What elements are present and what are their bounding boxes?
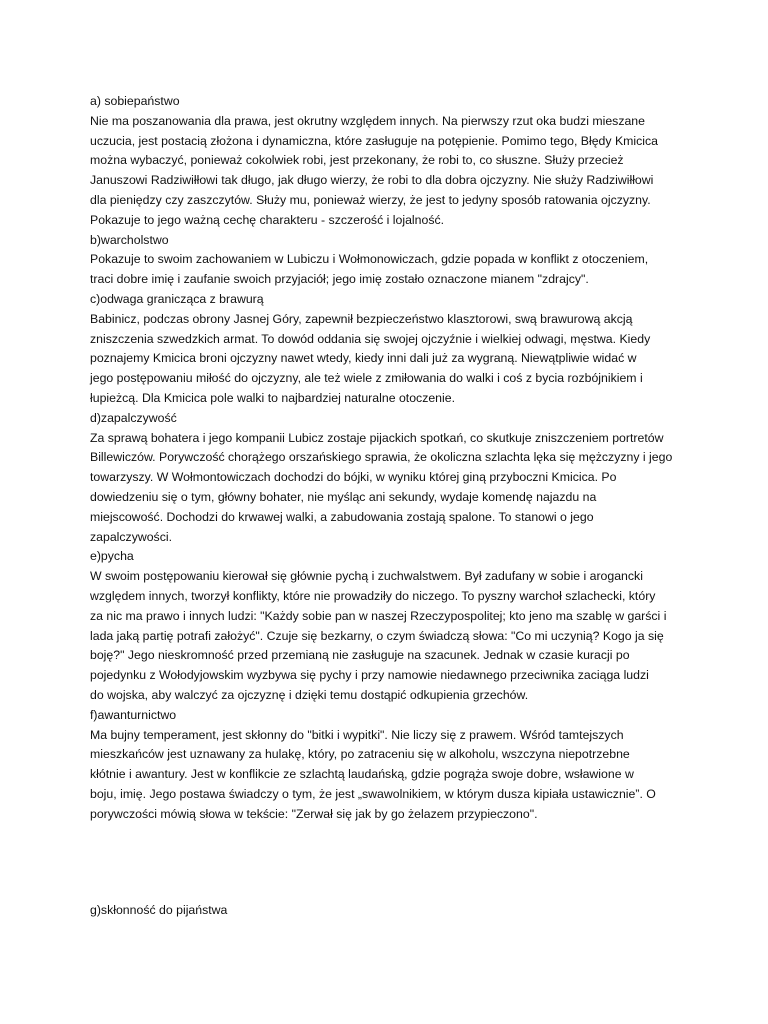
paragraph-line: do wojska, aby walczyć za ojczyznę i dzięki temu dostąpić odkupienia grzechów. (90, 687, 529, 702)
paragraph-line: porywczości mówią słowa w tekście: "Zerwał się jak by go żelazem przypieczono". (90, 806, 538, 821)
paragraph-line: za nic ma prawo i innych ludzi: "Każdy sobie pan w naszej Rzeczypospolitej; kto jeno ma szablę w garści i (90, 608, 667, 623)
paragraph-line: kłótnie i awantury. Jest w konflikcie ze szlachtą laudańską, gdzie pogrąża swoje dobre, wsławione w (90, 767, 634, 782)
paragraph-line: boju, imię. Jego postawa świadczy o tym, że jest „swawolnikiem, w którym dusza kipiała ustawicznie”. O (90, 786, 656, 801)
section-heading: c)odwaga granicząca z brawurą (90, 291, 264, 306)
paragraph-line: W swoim postępowaniu kierował się głównie pychą i zuchwalstwem. Był zadufany w sobie i arogancki (90, 569, 643, 584)
paragraph-line: Pokazuje to jego ważną cechę charakteru - szczerość i lojalność. (90, 212, 445, 227)
paragraph-line: mieszkańców jest uznawany za hulakę, który, po zatraceniu się w alkoholu, wszczyna niepotrzebne (90, 747, 630, 762)
paragraph-line: Ma bujny temperament, jest skłonny do "bitki i wypitki". Nie liczy się z prawem. Wśród tamtejszych (90, 727, 624, 742)
paragraph-line: zapalczywości. (90, 529, 173, 544)
paragraph-line: Nie ma poszanowania dla prawa, jest okrutny względem innych. Na pierwszy rzut oka budzi mieszane (90, 113, 645, 128)
paragraph-line: jego postępowaniu miłość do ojczyzny, ale też wiele z zmiłowania do walki i coś z bycia rozbójnikiem i (90, 371, 643, 386)
paragraph-line: pojedynku z Wołodyjowskim wyzbywa się pychy i przy namowie niedawnego przeciwnika zaciąga ludzi (90, 668, 649, 683)
paragraph-line: boję?" Jego nieskromność przed przemianą nie zasługuje na szacunek. Jednak w czasie kuracji po (90, 648, 630, 663)
paragraph-line: łupieżcą. Dla Kmicica pole walki to najbardziej naturalne otoczenie. (90, 390, 456, 405)
paragraph-line: Babinicz, podczas obrony Jasnej Góry, zapewnił bezpieczeństwo klasztorowi, swą brawurową akcją (90, 311, 633, 326)
paragraph-line: zniszczenia szwedzkich armat. To dowód oddania się swojej ojczyźnie i wielkiej odwagi, męstwa. Kiedy (90, 331, 651, 346)
paragraph-line: miejscowość. Dochodzi do krwawej walki, a zabudowania zostają spalone. To stanowi o jego (90, 509, 594, 524)
section-heading: d)zapalczywość (90, 410, 177, 425)
paragraph-line: względem innych, tworzył konflikty, które nie prowadziły do niczego. To pyszny warchoł szlachecki, który (90, 588, 656, 603)
paragraph-line: lada jaką partię potrafi założyć". Czuje się bezkarny, o czym świadczą słowa: "Co mi uczynią? Kogo ja się (90, 628, 664, 643)
paragraph-line: towarzyszy. W Wołmontowiczach dochodzi do bójki, w wyniku której giną przyboczni Kmicica. Po (90, 470, 617, 485)
paragraph-line: dowiedzeniu się o tym, główny bohater, nie myśląc ani sekundy, wydaje komendę najazdu na (90, 489, 597, 504)
section-heading: b)warcholstwo (90, 232, 169, 247)
paragraph-line: Januszowi Radziwiłłowi tak długo, jak długo wierzy, że robi to dla dobra ojczyzny. Nie służy Radziwiłłowi (90, 173, 654, 188)
paragraph-line: uczucia, jest postacią złożona i dynamiczna, które zasługuje na potępienie. Pomimo tego, Błędy Kmicica (90, 133, 659, 148)
paragraph-line: dla pieniędzy czy zaszczytów. Służy mu, ponieważ wierzy, że jest to jedyny sposób ratowania ojczyzny. (90, 192, 651, 207)
section-heading: f)awanturnictwo (90, 707, 177, 722)
section-heading-final: g)skłonność do pijaństwa (90, 903, 228, 917)
paragraph-line: można wybaczyć, ponieważ cokolwiek robi, jest przekonany, że robi to, co słuszne. Służy przecież (90, 153, 624, 168)
paragraph-line: poznajemy Kmicica broni ojczyzny nawet wtedy, kiedy inni dali już za wygraną. Niewątpliwie widać w (90, 351, 637, 366)
paragraph-line: Za sprawą bohatera i jego kompanii Lubicz zostaje pijackich spotkań, co skutkuje zniszczeniem portretów (90, 430, 664, 445)
paragraph-line: Pokazuje to swoim zachowaniem w Lubiczu i Wołmonowiczach, gdzie popada w konflikt z otoczeniem, (90, 252, 649, 267)
section-heading: a) sobiepaństwo (90, 94, 180, 108)
document-body (90, 92, 690, 824)
section-heading: e)pycha (90, 549, 134, 564)
paragraph-line: Billewiczów. Porywczość chorążego orszańskiego sprawia, że okoliczna szlachta lęka się mężczyzny i jego (90, 450, 673, 465)
paragraph-line: traci dobre imię i zaufanie swoich przyjaciół; jego imię zostało oznaczone mianem "zdrajcy". (90, 272, 589, 287)
